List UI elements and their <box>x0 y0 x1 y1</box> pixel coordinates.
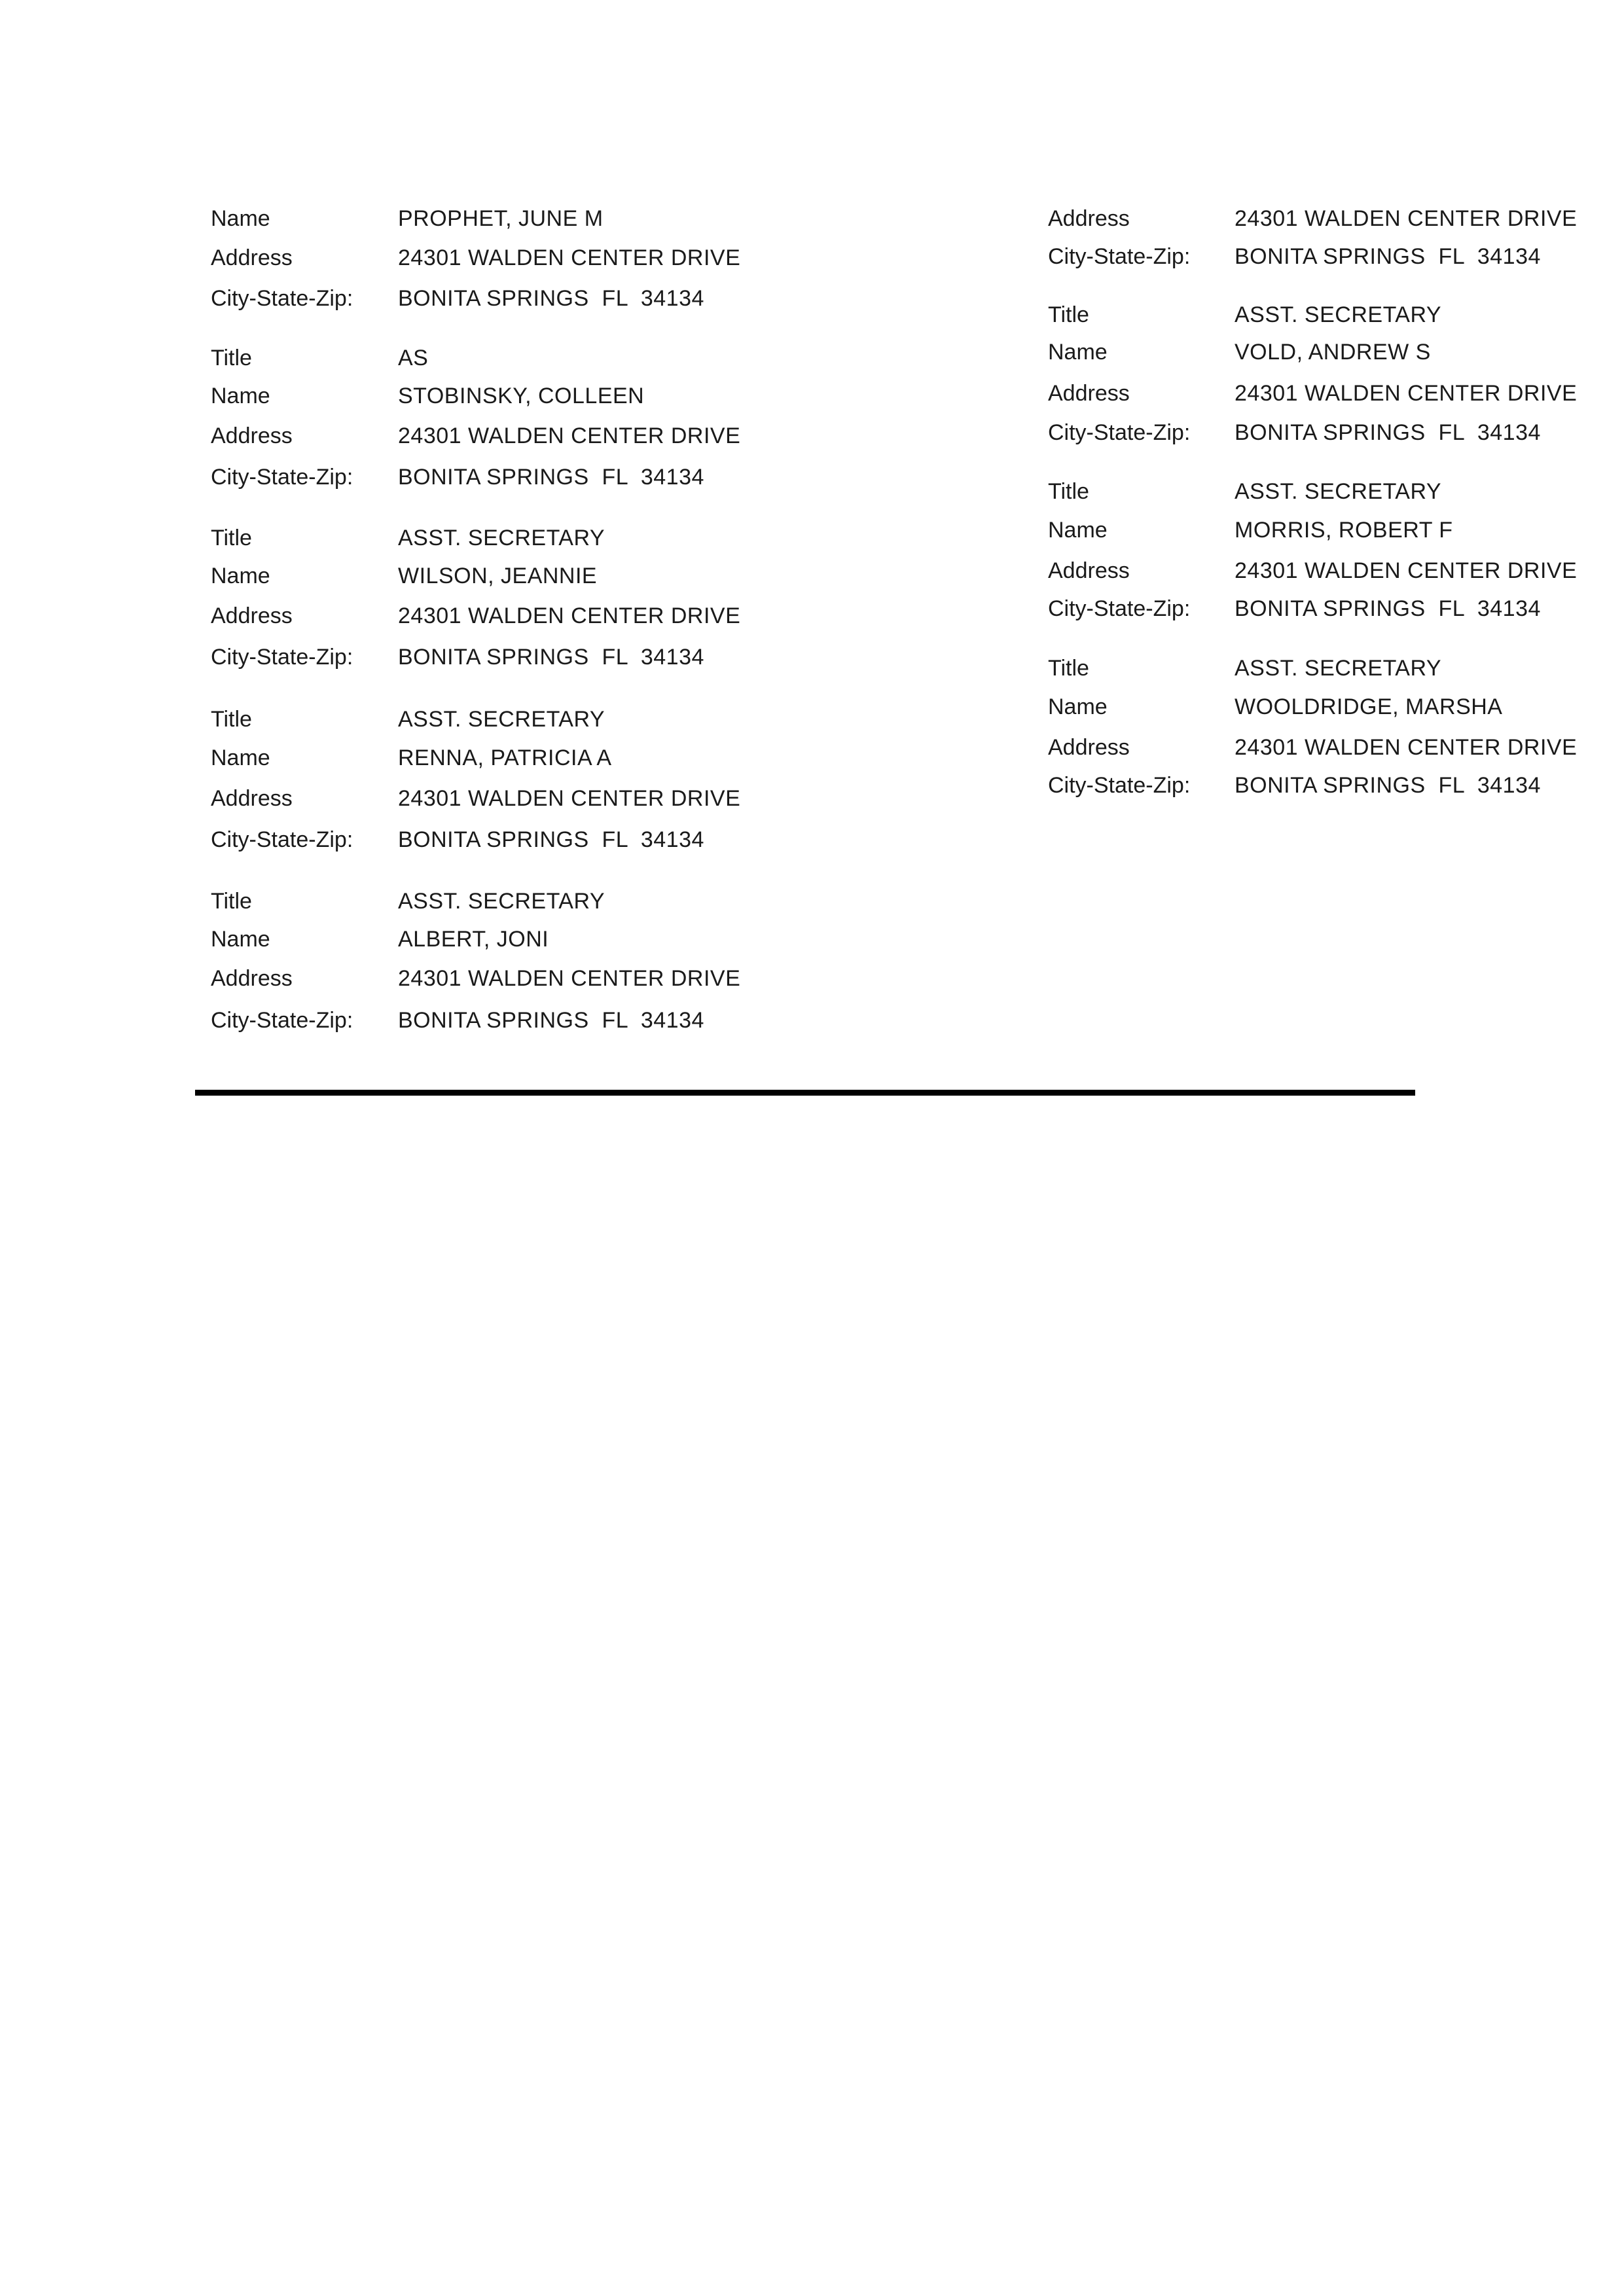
field-value: ASST. SECRETARY <box>1235 656 1442 681</box>
field-value: WOOLDRIDGE, MARSHA <box>1235 694 1503 719</box>
field-label: Title <box>211 346 252 370</box>
field-label: City-State-Zip: <box>1048 420 1191 445</box>
field-value: BONITA SPRINGS FL 34134 <box>1235 244 1541 269</box>
field-label: Name <box>211 927 270 952</box>
field-value: 24301 WALDEN CENTER DRIVE <box>1235 558 1578 583</box>
field-value: BONITA SPRINGS FL 34134 <box>1235 596 1541 621</box>
field-label: Title <box>211 889 252 914</box>
field-value: 24301 WALDEN CENTER DRIVE <box>398 786 741 811</box>
field-value: AS <box>398 346 429 370</box>
field-label: Title <box>211 707 252 732</box>
field-value: 24301 WALDEN CENTER DRIVE <box>398 603 741 628</box>
field-label: Name <box>1048 518 1108 543</box>
field-label: City-State-Zip: <box>1048 596 1191 621</box>
field-label: Name <box>211 206 270 231</box>
field-label: Address <box>211 245 293 270</box>
field-label: City-State-Zip: <box>211 286 353 311</box>
field-value: STOBINSKY, COLLEEN <box>398 384 645 408</box>
field-label: City-State-Zip: <box>211 465 353 490</box>
field-value: BONITA SPRINGS FL 34134 <box>1235 420 1541 445</box>
field-label: Title <box>1048 656 1089 681</box>
field-value: VOLD, ANDREW S <box>1235 340 1431 365</box>
field-value: ASST. SECRETARY <box>398 889 605 914</box>
field-label: Address <box>1048 206 1130 231</box>
field-value: 24301 WALDEN CENTER DRIVE <box>1235 381 1578 406</box>
field-label: City-State-Zip: <box>1048 773 1191 798</box>
field-label: Address <box>1048 735 1130 760</box>
field-label: Title <box>211 526 252 550</box>
field-value: PROPHET, JUNE M <box>398 206 604 231</box>
field-value: ASST. SECRETARY <box>398 707 605 732</box>
field-value: BONITA SPRINGS FL 34134 <box>398 827 704 852</box>
field-value: 24301 WALDEN CENTER DRIVE <box>398 245 741 270</box>
field-value: WILSON, JEANNIE <box>398 564 598 588</box>
field-label: Address <box>211 786 293 811</box>
field-value: BONITA SPRINGS FL 34134 <box>398 286 704 311</box>
field-value: 24301 WALDEN CENTER DRIVE <box>1235 735 1578 760</box>
field-value: 24301 WALDEN CENTER DRIVE <box>398 423 741 448</box>
field-label: Name <box>211 384 270 408</box>
field-label: Address <box>211 603 293 628</box>
field-value: BONITA SPRINGS FL 34134 <box>398 465 704 490</box>
field-label: Address <box>1048 381 1130 406</box>
field-label: City-State-Zip: <box>211 645 353 670</box>
field-value: RENNA, PATRICIA A <box>398 745 612 770</box>
field-value: BONITA SPRINGS FL 34134 <box>1235 773 1541 798</box>
field-label: Name <box>1048 694 1108 719</box>
field-value: ASST. SECRETARY <box>1235 302 1442 327</box>
field-label: Name <box>211 564 270 588</box>
field-value: ALBERT, JONI <box>398 927 549 952</box>
field-value: ASST. SECRETARY <box>398 526 605 550</box>
field-value: ASST. SECRETARY <box>1235 479 1442 504</box>
field-label: Address <box>211 423 293 448</box>
field-label: Address <box>211 966 293 991</box>
field-label: Title <box>1048 479 1089 504</box>
field-label: Address <box>1048 558 1130 583</box>
field-value: BONITA SPRINGS FL 34134 <box>398 645 704 670</box>
field-label: Name <box>1048 340 1108 365</box>
field-value: 24301 WALDEN CENTER DRIVE <box>1235 206 1578 231</box>
field-value: MORRIS, ROBERT F <box>1235 518 1453 543</box>
field-label: City-State-Zip: <box>211 1008 353 1033</box>
field-label: City-State-Zip: <box>211 827 353 852</box>
field-label: Name <box>211 745 270 770</box>
field-label: City-State-Zip: <box>1048 244 1191 269</box>
field-label: Title <box>1048 302 1089 327</box>
field-value: BONITA SPRINGS FL 34134 <box>398 1008 704 1033</box>
field-value: 24301 WALDEN CENTER DRIVE <box>398 966 741 991</box>
section-divider-rule <box>195 1090 1415 1096</box>
